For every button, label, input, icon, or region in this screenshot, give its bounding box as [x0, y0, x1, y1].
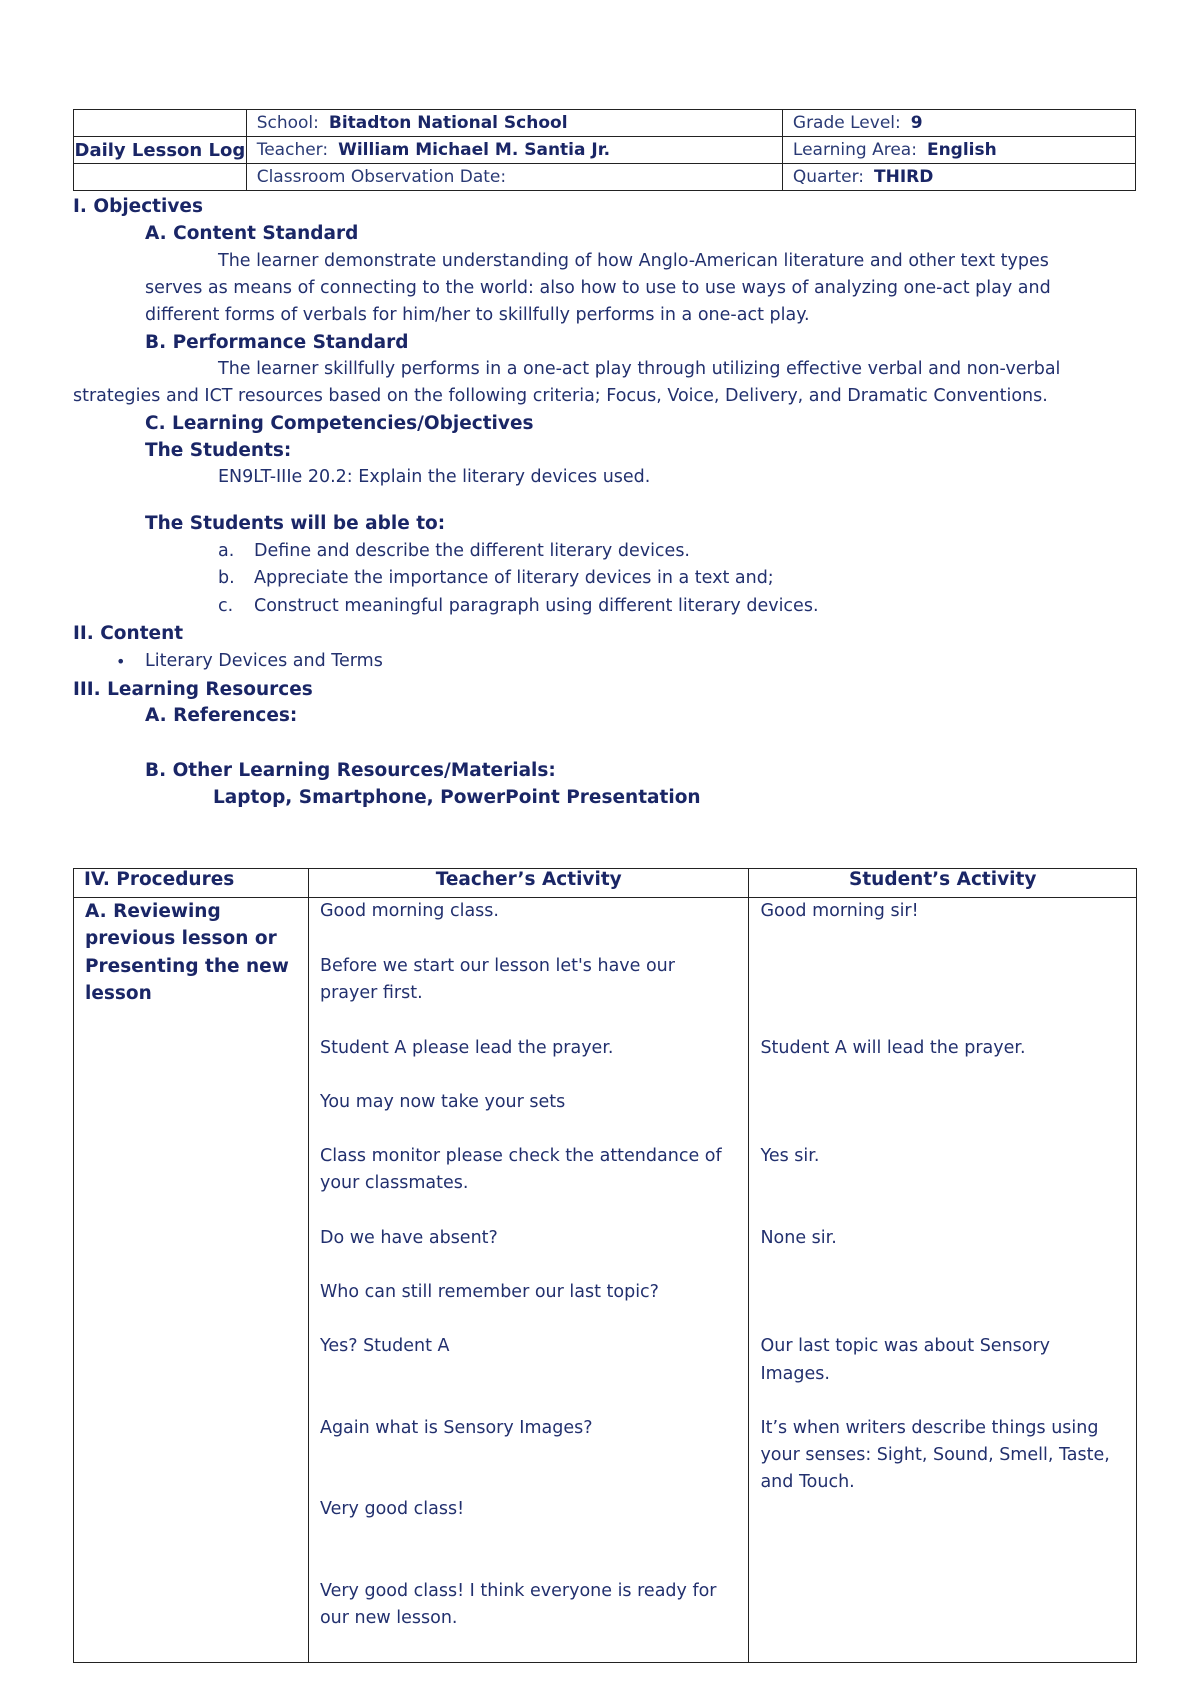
teacher-line: Very good class! I think everyone is ready for [319, 1581, 717, 1601]
list-item: Construct meaningful paragraph using different literary devices. [254, 596, 819, 616]
teacher-line: Very good class! [319, 1499, 465, 1519]
teacher-line: Good morning class. [319, 901, 499, 921]
teacher-activity-cell [308, 898, 748, 1663]
step-line: previous lesson or [85, 928, 277, 949]
teacher-line: You may now take your sets [319, 1092, 566, 1112]
quarter-label: Quarter: [792, 167, 864, 187]
header-table [73, 109, 1136, 191]
student-activity-cell [749, 898, 1137, 1663]
school-label: School: [256, 113, 319, 133]
step-line: Presenting the new [85, 956, 289, 977]
list-marker: a. [218, 541, 235, 561]
materials-list: Laptop, Smartphone, PowerPoint Presentation [213, 787, 701, 808]
competency-code: EN9LT-IIIe 20.2: Explain the literary devices used. [218, 467, 651, 487]
list-item: Appreciate the importance of literary devices in a text and; [254, 568, 774, 588]
content-heading: II. Content [73, 623, 184, 644]
school-cell [246, 110, 782, 137]
teacher-line: Class monitor please check the attendance of [319, 1146, 722, 1166]
procedures-table [73, 868, 1137, 1663]
observation-cell [246, 164, 782, 191]
resources-heading: III. Learning Resources [73, 679, 313, 700]
header-empty-cell [74, 110, 247, 137]
header-empty-cell-2 [74, 164, 247, 191]
objectives-heading: I. Objectives [73, 196, 203, 217]
able-heading: The Students will be able to: [145, 513, 446, 534]
student-line: Our last topic was about Sensory [760, 1336, 1051, 1356]
student-line: None sir. [760, 1228, 837, 1248]
area-cell [782, 137, 1135, 164]
students-heading: The Students: [145, 440, 292, 461]
student-activity-header: Student’s Activity [749, 869, 1137, 898]
area-label: Learning Area: [792, 140, 917, 160]
student-line: and Touch. [760, 1472, 855, 1492]
student-line: It’s when writers describe things using [760, 1418, 1099, 1438]
teacher-label: Teacher: [256, 140, 329, 160]
student-line: Good morning sir! [760, 901, 919, 921]
area-value: English [926, 140, 997, 160]
content-standard-line: different forms of verbals for him/her to skillfully performs in a one-act play. [145, 305, 810, 325]
student-line: Student A will lead the prayer. [760, 1038, 1026, 1058]
grade-label: Grade Level: [792, 113, 901, 133]
list-marker: b. [218, 568, 235, 588]
performance-standard-heading: B. Performance Standard [145, 332, 409, 353]
teacher-line: your classmates. [319, 1173, 469, 1193]
student-line: Yes sir. [760, 1146, 820, 1166]
teacher-line: Who can still remember our last topic? [319, 1282, 659, 1302]
content-standard-line: serves as means of connecting to the world: also how to use to use ways of analyzing one-act play and [145, 278, 1051, 298]
quarter-cell [782, 164, 1135, 191]
list-item: Define and describe the different literary devices. [254, 541, 690, 561]
page-title: Daily Lesson Log [74, 139, 246, 161]
quarter-value: THIRD [874, 167, 934, 187]
step-line: A. Reviewing [85, 901, 221, 922]
performance-standard-line: The learner skillfully performs in a one-act play through utilizing effective verbal and non-verbal [218, 359, 1061, 379]
teacher-line: Do we have absent? [319, 1228, 498, 1248]
other-resources-heading: B. Other Learning Resources/Materials: [145, 760, 556, 781]
teacher-line: our new lesson. [319, 1608, 458, 1628]
content-standard-line: The learner demonstrate understanding of how Anglo-American literature and other text types [218, 251, 1049, 271]
grade-value: 9 [910, 113, 923, 133]
observation-label: Classroom Observation Date: [256, 167, 507, 187]
bullet-icon: • [116, 652, 126, 671]
grade-cell [782, 110, 1135, 137]
teacher-activity-header: Teacher’s Activity [308, 869, 748, 898]
step-line: lesson [85, 983, 152, 1004]
title-cell [74, 137, 247, 164]
list-marker: c. [218, 596, 234, 616]
content-item: Literary Devices and Terms [145, 651, 383, 671]
teacher-value: William Michael M. Santia Jr. [338, 140, 611, 160]
student-line: Images. [760, 1364, 830, 1384]
teacher-line: Student A please lead the prayer. [319, 1038, 614, 1058]
student-line: your senses: Sight, Sound, Smell, Taste, [760, 1445, 1110, 1465]
teacher-line: Yes? Student A [319, 1336, 450, 1356]
school-value: Bitadton National School [328, 113, 568, 133]
performance-standard-line: strategies and ICT resources based on the following criteria; Focus, Voice, Delivery, and Dramatic Conventions. [73, 386, 1048, 406]
teacher-line: prayer first. [319, 983, 423, 1003]
teacher-line: Again what is Sensory Images? [319, 1418, 593, 1438]
teacher-line: Before we start our lesson let's have our [319, 956, 675, 976]
competencies-heading: C. Learning Competencies/Objectives [145, 413, 534, 434]
teacher-cell [246, 137, 782, 164]
content-standard-heading: A. Content Standard [145, 223, 359, 244]
procedure-step-cell [74, 898, 309, 1663]
procedures-header: IV. Procedures [74, 869, 309, 898]
references-heading: A. References: [145, 705, 298, 726]
